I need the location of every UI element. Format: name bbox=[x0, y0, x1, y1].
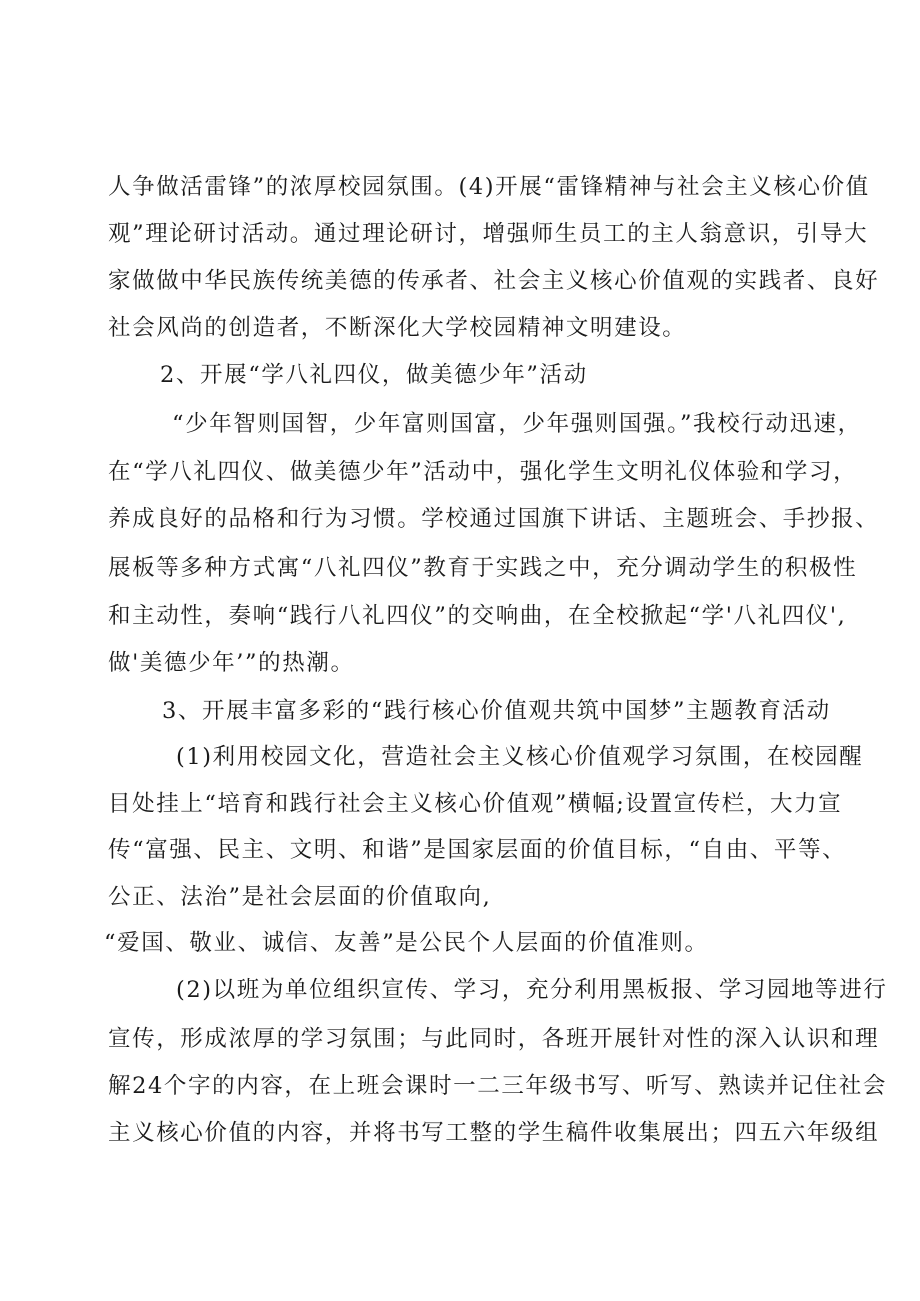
text-line: (1)利用校园文化，营造社会主义核心价值观学习氛围，在校园醒 bbox=[176, 744, 864, 770]
text-line: 养成良好的品格和行为习惯。学校通过国旗下讲话、主题班会、手抄报、 bbox=[108, 506, 880, 532]
text-line: “爱国、敬业、诚信、友善”是公民个人层面的价值准则。 bbox=[104, 930, 709, 956]
text-line: 观”理论研讨活动。通过理论研讨，增强师生员工的主人翁意识，引导大 bbox=[108, 221, 869, 247]
text-line: 目处挂上“培育和践行社会主义核心价值观”横幅;设置宣传栏，大力宣 bbox=[108, 791, 843, 817]
text-line: 和主动性，奏响“践行八礼四仪”的交响曲，在全校掀起“学'八礼四仪', bbox=[108, 603, 847, 629]
text-line: “少年智则国智，少年富则国富，少年强则国强。”我校行动迅速， bbox=[172, 411, 862, 437]
text-line: 传“富强、民主、文明、和谐”是国家层面的价值目标，“自由、平等、 bbox=[108, 837, 847, 863]
section-heading: 2、开展“学八礼四仪，做美德少年”活动 bbox=[160, 362, 588, 388]
text-line: 在“学八礼四仪、做美德少年”活动中，强化学生文明礼仪体验和学习， bbox=[108, 459, 858, 485]
text-line: 做'美德少年’”的热潮。 bbox=[108, 650, 355, 676]
text-line: 社会风尚的创造者，不断深化大学校园精神文明建设。 bbox=[108, 315, 687, 341]
text-line: 公正、法治”是社会层面的价值取向, bbox=[108, 884, 492, 910]
text-line: 家做做中华民族传统美德的传承者、社会主义核心价值观的实践者、良好 bbox=[108, 268, 880, 294]
text-line: 主义核心价值的内容，并将书写工整的学生稿件收集展出；四五六年级组 bbox=[108, 1120, 880, 1146]
section-heading: 3、开展丰富多彩的“践行核心价值观共筑中国梦”主题教育活动 bbox=[162, 698, 831, 724]
text-line: (2)以班为单位组织宣传、学习，充分利用黑板报、学习园地等进行 bbox=[176, 977, 888, 1003]
text-line: 人争做活雷锋”的浓厚校园氛围。(4)开展“雷锋精神与社会主义核心价值 bbox=[108, 174, 870, 200]
text-line: 解24个字的内容，在上班会课时一二三年级书写、听写、熟读并记住社会 bbox=[108, 1073, 887, 1099]
text-line: 展板等多种方式寓“八礼四仪”教育于实践之中，充分调动学生的积极性 bbox=[108, 555, 858, 581]
text-line: 宣传，形成浓厚的学习氛围；与此同时，各班开展针对性的深入认识和理 bbox=[108, 1026, 880, 1052]
